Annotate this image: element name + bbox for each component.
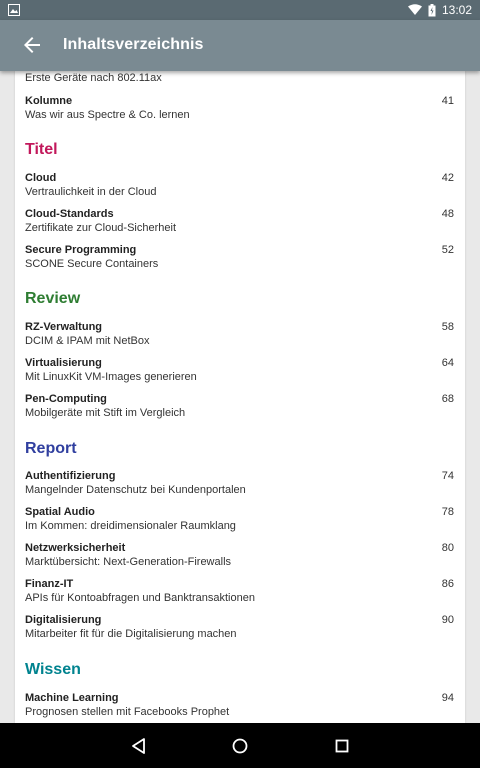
- entry-page: 48: [441, 208, 454, 220]
- entry-subtitle: SCONE Secure Containers: [25, 258, 159, 270]
- entry-subtitle: APIs für Kontoabfragen und Banktransaktionen: [25, 592, 255, 604]
- entry-title: Virtualisierung: [25, 357, 102, 369]
- entry-subtitle: Vertraulichkeit in der Cloud: [25, 186, 157, 198]
- section-heading-review: Review: [25, 290, 81, 307]
- entry-title: Digitalisierung: [25, 614, 102, 626]
- entry-page: 42: [441, 172, 454, 184]
- arrow-left-icon[interactable]: [20, 33, 44, 57]
- entry-subtitle: Was wir aus Spectre & Co. lernen: [25, 109, 190, 121]
- battery-icon: [428, 4, 436, 17]
- entry-title: Machine Learning: [25, 692, 119, 704]
- toc-entry[interactable]: [25, 470, 455, 500]
- toc-entry[interactable]: [25, 357, 455, 387]
- entry-subtitle: Mobilgeräte mit Stift im Vergleich: [25, 407, 186, 419]
- entry-page: 52: [441, 244, 454, 256]
- wifi-icon: [408, 4, 422, 16]
- page-title: Inhaltsverzeichnis: [63, 36, 204, 53]
- entry-page: 58: [441, 321, 454, 333]
- status-bar: [0, 0, 480, 20]
- toc-entry[interactable]: [25, 692, 455, 722]
- toc-entry[interactable]: [25, 321, 455, 351]
- image-icon: [8, 4, 20, 16]
- back-triangle-icon[interactable]: [128, 735, 150, 757]
- app-bar: [0, 20, 480, 71]
- entry-title: Finanz-IT: [25, 578, 74, 590]
- section-heading-wissen: Wissen: [25, 661, 81, 678]
- entry-page: 94: [441, 692, 454, 704]
- toc-entry[interactable]: [25, 244, 455, 274]
- entry-page: 80: [441, 542, 454, 554]
- entry-title: Netzwerksicherheit: [25, 542, 126, 554]
- section-heading-titel: Titel: [25, 141, 58, 158]
- entry-title: Pen-Computing: [25, 393, 107, 405]
- system-nav-bar: [0, 723, 480, 768]
- home-circle-icon[interactable]: [229, 735, 251, 757]
- entry-subtitle: Mit LinuxKit VM-Images generieren: [25, 371, 197, 383]
- entry-page: 41: [441, 95, 454, 107]
- clock-time: 13:02: [441, 3, 472, 17]
- entry-subtitle: Prognosen stellen mit Facebooks Prophet: [25, 706, 230, 718]
- entry-title: Secure Programming: [25, 244, 137, 256]
- toc-entry[interactable]: [25, 172, 455, 202]
- toc-entry[interactable]: [25, 614, 455, 644]
- entry-page: 68: [441, 393, 454, 405]
- entry-title: Cloud-Standards: [25, 208, 114, 220]
- entry-title: Authentifizierung: [25, 470, 116, 482]
- entry-title: Kolumne: [25, 95, 73, 107]
- toc-entry[interactable]: [25, 578, 455, 608]
- entry-subtitle: Mangelnder Datenschutz bei Kundenportalen: [25, 484, 246, 496]
- entry-page: 64: [441, 357, 454, 369]
- entry-title: Spatial Audio: [25, 506, 95, 518]
- section-heading-report: Report: [25, 440, 77, 457]
- entry-page: 90: [441, 614, 454, 626]
- entry-page: 74: [441, 470, 454, 482]
- entry-subtitle: Mitarbeiter fit für die Digitalisierung machen: [25, 628, 237, 640]
- toc-entry[interactable]: [25, 393, 455, 423]
- toc-entry[interactable]: [25, 542, 455, 572]
- entry-subtitle: Marktübersicht: Next-Generation-Firewalls: [25, 556, 232, 568]
- toc-list[interactable]: [15, 71, 465, 723]
- entry-title: Cloud: [25, 172, 57, 184]
- toc-entry[interactable]: [25, 208, 455, 238]
- entry-page: 78: [441, 506, 454, 518]
- recents-square-icon[interactable]: [331, 735, 353, 757]
- entry-subtitle: Im Kommen: dreidimensionaler Raumklang: [25, 520, 236, 532]
- entry-subtitle: DCIM & IPAM mit NetBox: [25, 335, 150, 347]
- toc-entry[interactable]: [25, 506, 455, 536]
- entry-page: 86: [441, 578, 454, 590]
- entry-title: RZ-Verwaltung: [25, 321, 103, 333]
- entry-subtitle: Zertifikate zur Cloud-Sicherheit: [25, 222, 177, 234]
- toc-entry-kolumne[interactable]: [25, 95, 455, 125]
- entry-subtitle: Erste Geräte nach 802.11ax: [25, 72, 162, 84]
